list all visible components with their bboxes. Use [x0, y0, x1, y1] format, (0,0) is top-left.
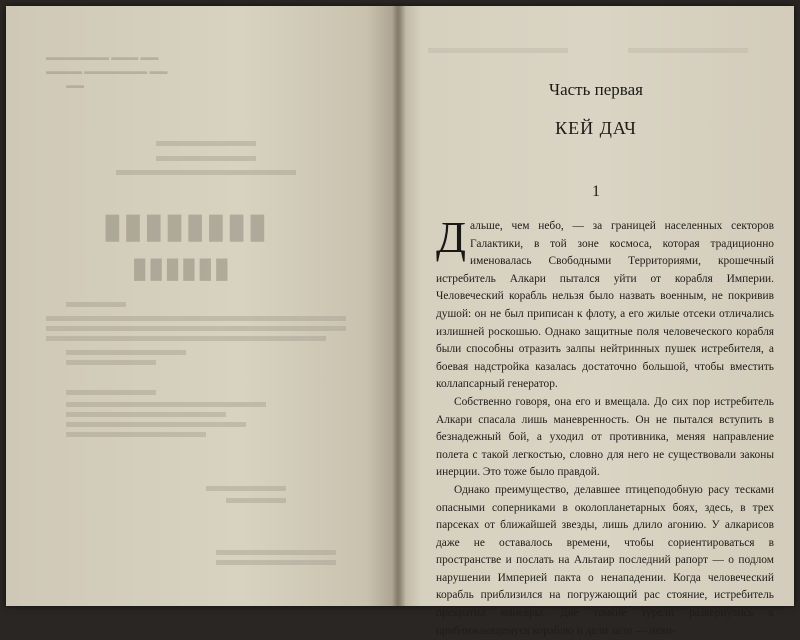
bleed-through-line	[66, 360, 156, 365]
bleed-through-line	[66, 412, 226, 417]
right-page	[398, 6, 794, 637]
paragraph: Однако преимущество, делавшее птицеподобную расу тесками опасными соперниками в околопланетарных боях, здесь, в трех парсеках от ближайшей звезды, лишь длило агонию. У алкарисов даже не оставалось времени, чтобы сориентироваться в пространстве и послать на Альтаир последний рапорт — о подлом нарушении Империей пакта о ненападении. Когда человеческий корабль приблизился на погружающий рас стояние, истребитель прекратил маневры. Две тонкие турели развернулись к приближающемуся кораблю и дали залп — неви-	[436, 483, 774, 637]
bleed-through-line	[156, 141, 256, 146]
bleed-through-line	[66, 402, 266, 407]
paragraph: Дальше, чем небо, — за границей населенных секторов Галактики, в той зоне космоса, которая традиционно именовалась Свободными Территориями, крошечный истребитель Алкари пытался уйти от корабля Империи. Человеческий корабль нельзя было назвать военным, не покривив душой: он не был приписан к флоту, а его жилые отсеки отличались излишней роскошью. Однако защитные поля человеческого корабля были способны отразить залпы нейтринных пушек истребителя, а боевая надстройка казалась достаточно большой, чтобы вместить коллапсарный генератор.	[436, 213, 774, 391]
bleed-through-line	[46, 326, 346, 331]
bleed-through-line	[66, 302, 126, 307]
chapter-number: 1	[592, 183, 600, 200]
bleed-through-line	[216, 550, 336, 555]
bleed-through-line	[66, 390, 156, 395]
bleed-through-line	[206, 486, 286, 491]
bleed-through-line	[46, 316, 346, 321]
bleed-through-title: ▮▮▮▮▮▮▮▮	[101, 208, 267, 245]
bleed-through-text: ▬▬ ▬▬▬ ▬▬▬▬▬▬▬	[46, 52, 159, 62]
left-page	[6, 6, 398, 606]
bleed-through-text: ▬▬	[66, 80, 84, 90]
drop-cap: Д	[436, 213, 467, 262]
bleed-through-line	[226, 498, 286, 503]
body-text	[436, 213, 774, 640]
bleed-through-line	[66, 422, 246, 427]
part-title: Часть первая	[549, 80, 643, 99]
bleed-through-line	[156, 156, 256, 161]
book-spread	[6, 6, 794, 637]
paragraph: Собственно говоря, она его и вмещала. До сих пор истребитель Алкари спасала лишь маневренность. Он не пытался вступить в безнадежный бой, а уходил от противника, меняя направление полета с такой легкостью, словно для него не существовали законы инерции. Это тоже было правдой.	[436, 395, 774, 479]
bleed-through-text: ▬▬ ▬▬▬▬▬▬▬ ▬▬▬▬	[46, 66, 168, 76]
bleed-through-running-head	[428, 46, 768, 54]
bleed-through-line	[66, 350, 186, 355]
book-gutter	[392, 6, 406, 606]
bleed-through-subtitle: ▮▮▮▮▮▮	[131, 253, 230, 284]
bleed-through-line	[116, 170, 296, 175]
bleed-through-line	[216, 560, 336, 565]
chapter-title: КЕЙ ДАЧ	[555, 118, 637, 138]
bleed-through-line	[66, 432, 206, 437]
bleed-through-line	[46, 336, 326, 341]
